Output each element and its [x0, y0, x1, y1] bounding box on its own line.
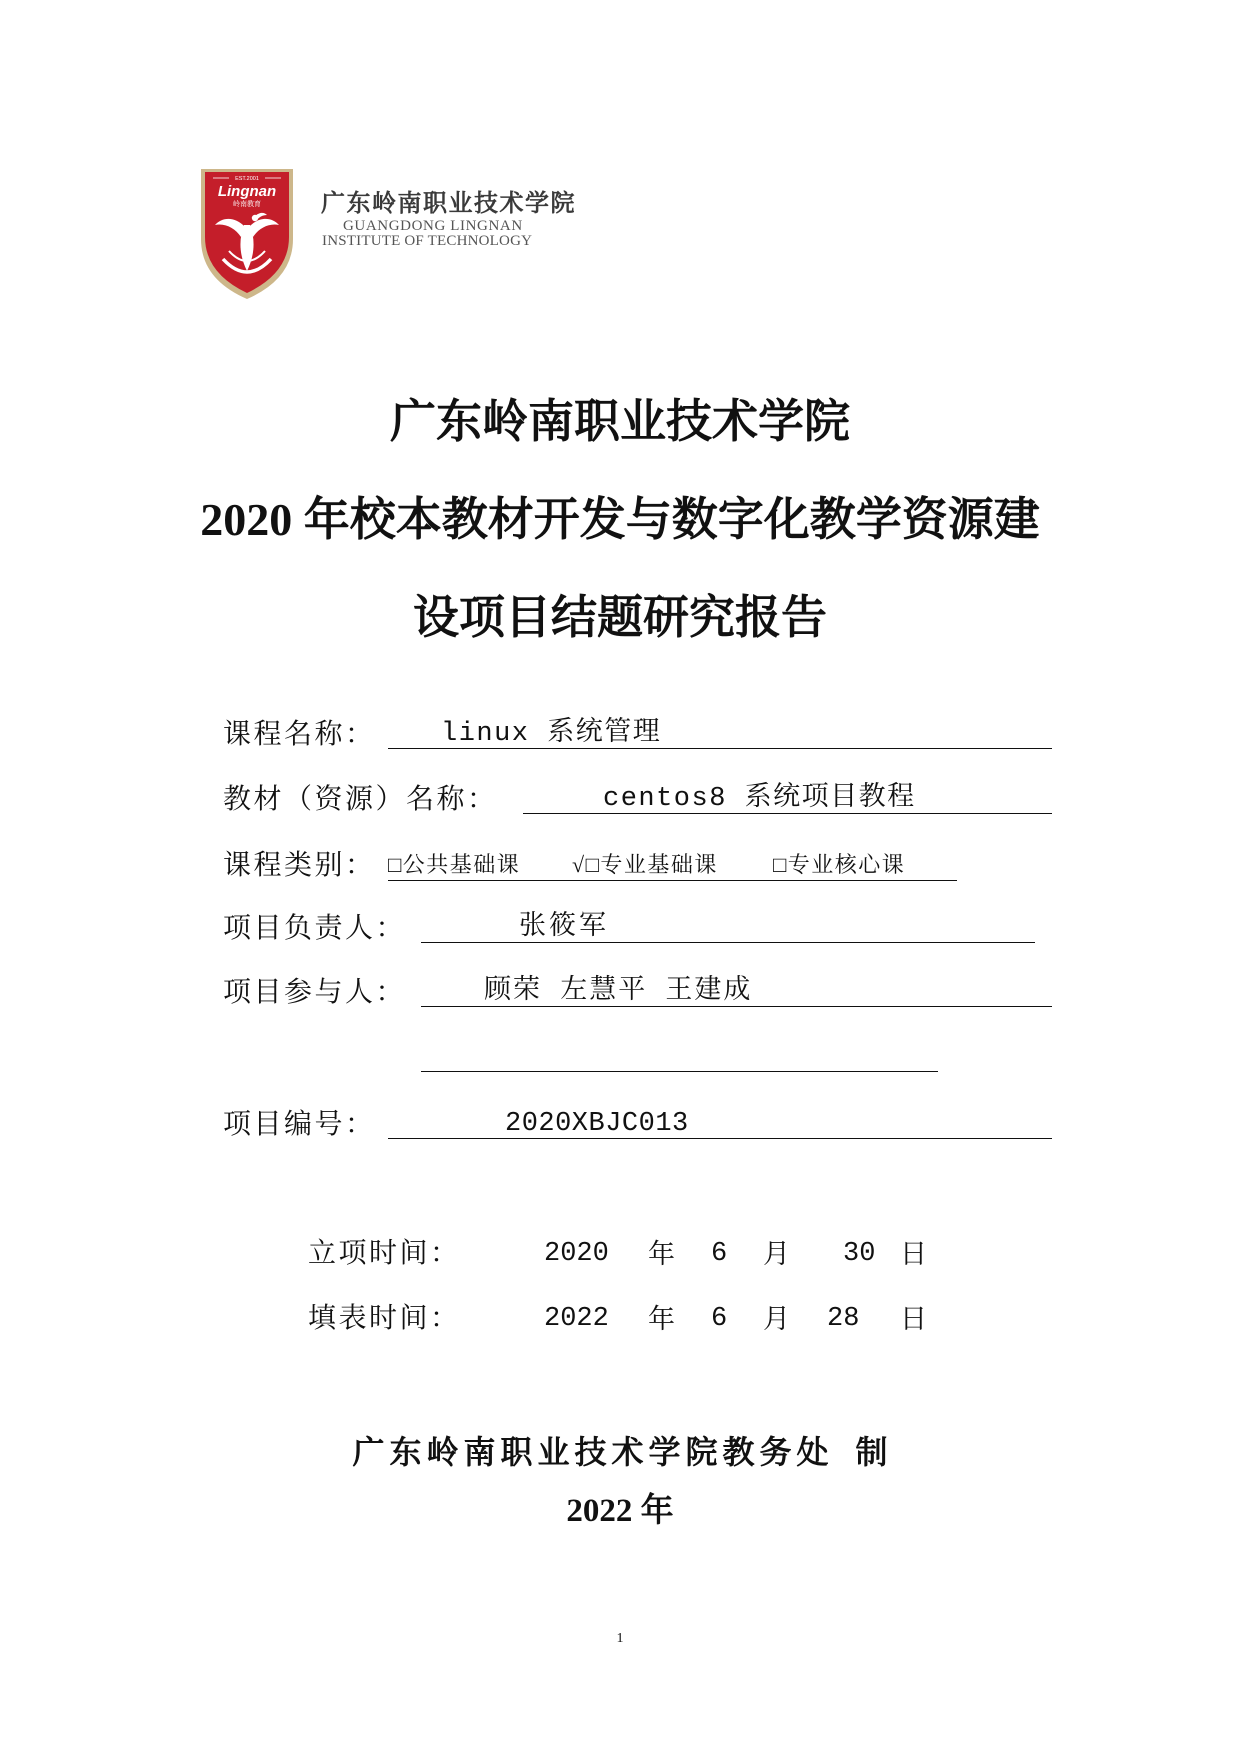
course-name-label: 课程名称： — [223, 719, 376, 750]
textbook-name-label: 教材（资源）名称： — [223, 784, 498, 815]
leader-field — [421, 911, 1035, 943]
fill-date-month: 6 — [711, 1304, 728, 1334]
participants-label: 项目参与人： — [223, 977, 407, 1008]
logo-brand-text: Lingnan — [217, 183, 277, 200]
fill-date-year-unit: 年 — [648, 1304, 675, 1334]
start-date-month-unit: 月 — [763, 1239, 790, 1269]
project-number-value: 2020XBJC013 — [505, 1109, 689, 1139]
page-number: 1 — [616, 1631, 624, 1646]
phoenix-shield-icon — [199, 167, 295, 301]
fill-date-month-unit: 月 — [763, 1304, 790, 1334]
start-date-day: 30 — [843, 1239, 876, 1269]
logo-college-name-en-line1: GUANGDONG LINGNAN — [343, 218, 523, 234]
course-type-option-professional-core: □专业核心课 — [773, 852, 906, 877]
project-number-field — [388, 1107, 1052, 1139]
fill-date-day-unit: 日 — [900, 1304, 927, 1334]
start-date-year-unit: 年 — [648, 1239, 675, 1269]
course-type-label: 课程类别： — [223, 850, 376, 881]
issue-year: 2022 年 — [566, 1493, 674, 1529]
leader-label: 项目负责人： — [223, 913, 407, 944]
start-date-month: 6 — [711, 1239, 728, 1269]
issuer-made-mark: 制 — [855, 1434, 888, 1470]
course-name-value: linux 系统管理 — [441, 719, 662, 749]
logo-college-name-en-line2: INSTITUTE OF TECHNOLOGY — [322, 233, 533, 249]
course-type-field — [388, 850, 957, 881]
project-number-label: 项目编号： — [223, 1109, 376, 1140]
logo-est-text: EST.2001 — [235, 176, 259, 182]
participants-field — [421, 975, 1052, 1007]
start-date-year: 2020 — [544, 1239, 609, 1269]
start-date-label: 立项时间： — [308, 1238, 461, 1269]
textbook-name-value: centos8 系统项目教程 — [603, 784, 916, 814]
issuer-line — [0, 1434, 1240, 1470]
logo-college-name-cn: 广东岭南职业技术学院 — [321, 189, 576, 217]
course-name-field — [388, 717, 1052, 749]
course-type-option-public: □公共基础课 — [388, 852, 521, 877]
fill-date-label: 填表时间： — [308, 1303, 461, 1334]
issuer-organization: 广东岭南职业技术学院教务处 — [352, 1434, 834, 1470]
fill-date-year: 2022 — [544, 1304, 609, 1334]
start-date-day-unit: 日 — [900, 1239, 927, 1269]
report-title-line1: 广东岭南职业技术学院 — [390, 396, 850, 447]
course-type-option-professional-basic: √□专业基础课 — [572, 852, 718, 877]
report-title-line2: 2020 年校本教材开发与数字化教学资源建 — [200, 494, 1040, 545]
report-title-line3: 设项目结题研究报告 — [413, 592, 827, 643]
participants-extra-line — [421, 1071, 938, 1072]
fill-date-day: 28 — [827, 1304, 860, 1334]
logo-brand-cn-text: 岭南教育 — [233, 200, 261, 208]
participants-value: 顾荣 左慧平 王建成 — [484, 977, 753, 1007]
textbook-name-field — [523, 782, 1052, 814]
leader-value: 张筱军 — [519, 913, 609, 943]
